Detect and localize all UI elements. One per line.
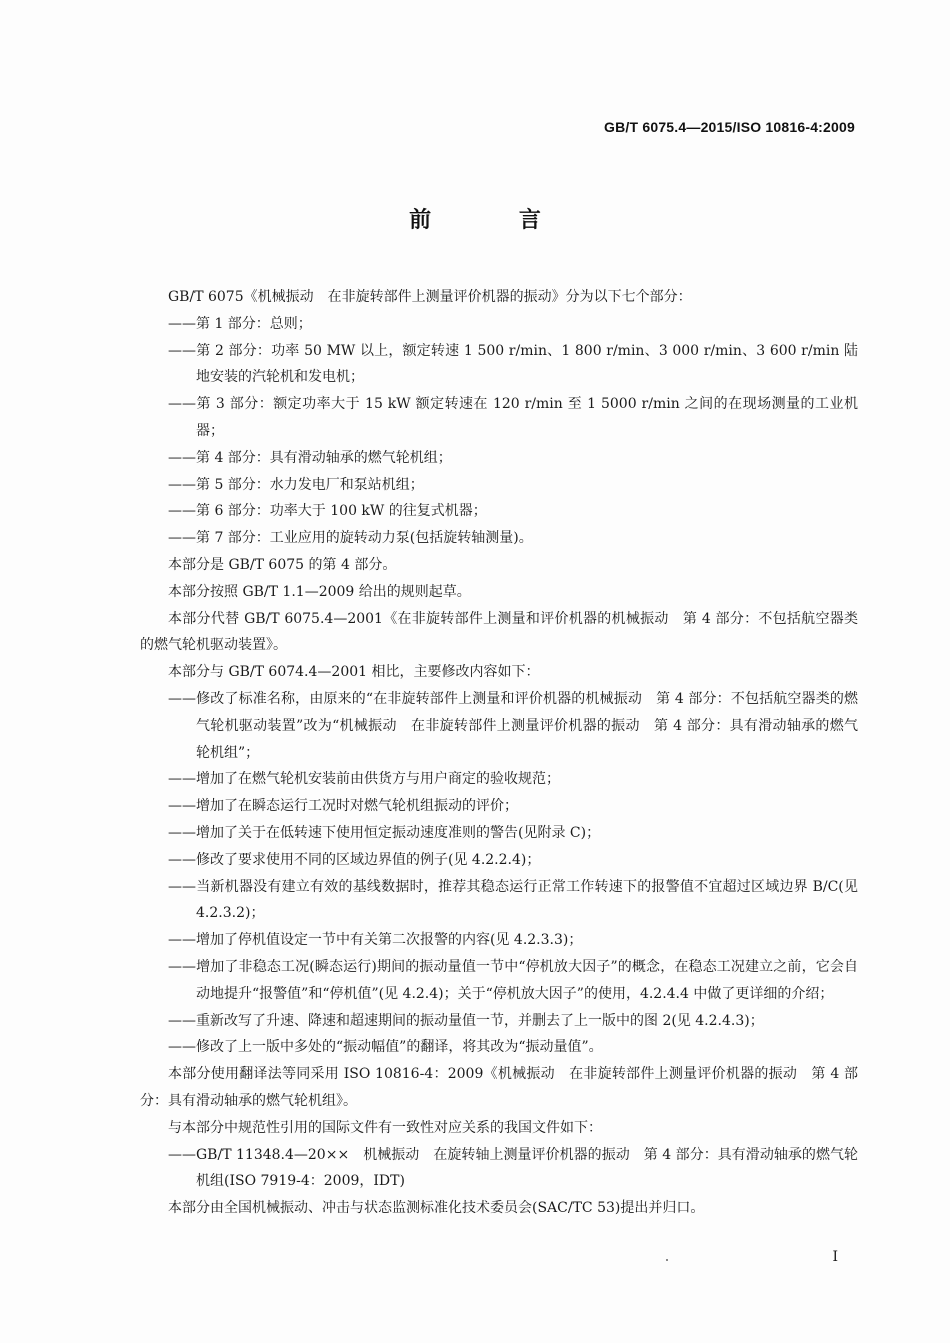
paragraph: 本部分按照 GB/T 1.1—2009 给出的规则起草。 [168,583,471,600]
list-item: ——增加了在瞬态运行工况时对燃气轮机组振动的评价； [168,798,518,815]
list-item: ——增加了在燃气轮机安装前由供货方与用户商定的验收规范； [168,771,560,788]
list-item: ——第 3 部分：额定功率大于 15 kW 额定转速在 120 r/min 至 1 5000 r/min 之间的在现场测量的工业机器； [168,396,858,439]
list-item: ——第 1 部分：总则； [168,315,312,332]
list-item: ——重新改写了升速、降速和超速期间的振动量值一节，并删去了上一版中的图 2(见 4.2.4.3)； [168,1012,764,1029]
paragraph: 本部分与 GB/T 6074.4—2001 相比，主要修改内容如下： [168,664,540,681]
list-item: ——GB/T 11348.4—20×× 机械振动 在旋转轴上测量评价机器的振动 第 4 部分：具有滑动轴承的燃气轮机组(ISO 7919-4：2009，IDT) [168,1146,858,1190]
list-item: ——修改了要求使用不同的区域边界值的例子(见 4.2.2.4)； [168,851,541,868]
list-item: ——增加了停机值设定一节中有关第二次报警的内容(见 4.2.3.3)； [168,932,583,949]
list-item: ——增加了非稳态工况(瞬态运行)期间的振动量值一节中“停机放大因子”的概念，在稳态工况建立之前，它会自动地提升“报警值”和“停机值”(见 4.2.4)；关于“停机放大因子”的使用，4.2.4.4 中做了更详细的介绍； [168,958,858,1002]
paragraph: 与本部分中规范性引用的国际文件有一致性对应关系的我国文件如下： [168,1119,602,1136]
list-item: ——增加了关于在低转速下使用恒定振动速度准则的警告(见附录 C)； [168,824,601,841]
paragraph: 本部分是 GB/T 6075 的第 4 部分。 [168,556,397,573]
list-item: ——修改了标准名称，由原来的“在非旋转部件上测量和评价机器的机械振动 第 4 部分：不包括航空器类的燃气轮机驱动装置”改为“机械振动 在非旋转部件上测量评价机器的振动 第 4 部分：具有滑动轴承的燃气轮机组”； [168,690,858,761]
scan-speck [666,1259,668,1261]
list-item: ——当新机器没有建立有效的基线数据时，推荐其稳态运行正常工作转速下的报警值不宜超过区域边界 B/C(见 4.2.3.2)； [168,878,858,922]
list-item: ——第 4 部分：具有滑动轴承的燃气轮机组； [168,449,452,466]
page-number: I [832,1249,838,1265]
foreword-body [140,284,858,1222]
list-item: ——修改了上一版中多处的“振动幅值”的翻译，将其改为“振动量值”。 [168,1039,603,1056]
paragraph: 本部分由全国机械振动、冲击与状态监测标准化技术委员会(SAC/TC 53)提出并归口。 [168,1200,705,1217]
page-title: 前 言 [409,208,581,233]
paragraph: 本部分使用翻译法等同采用 ISO 10816-4：2009《机械振动 在非旋转部件上测量评价机器的振动 第 4 部分：具有滑动轴承的燃气轮机组》。 [140,1066,858,1109]
standard-number-header: GB/T 6075.4—2015/ISO 10816-4:2009 [604,119,855,135]
list-item: ——第 7 部分：工业应用的旋转动力泵(包括旋转轴测量)。 [168,530,533,547]
paragraph: 本部分代替 GB/T 6075.4—2001《在非旋转部件上测量和评价机器的机械振动 第 4 部分：不包括航空器类的燃气轮机驱动装置》。 [140,610,858,654]
paragraph: GB/T 6075《机械振动 在非旋转部件上测量评价机器的振动》分为以下七个部分： [168,289,692,305]
list-item: ——第 5 部分：水力发电厂和泵站机组； [168,476,424,493]
list-item: ——第 2 部分：功率 50 MW 以上，额定转速 1 500 r/min、1 800 r/min、3 000 r/min、3 600 r/min 陆地安装的汽轮机和发电机； [168,342,858,386]
list-item: ——第 6 部分：功率大于 100 kW 的往复式机器； [168,503,487,520]
